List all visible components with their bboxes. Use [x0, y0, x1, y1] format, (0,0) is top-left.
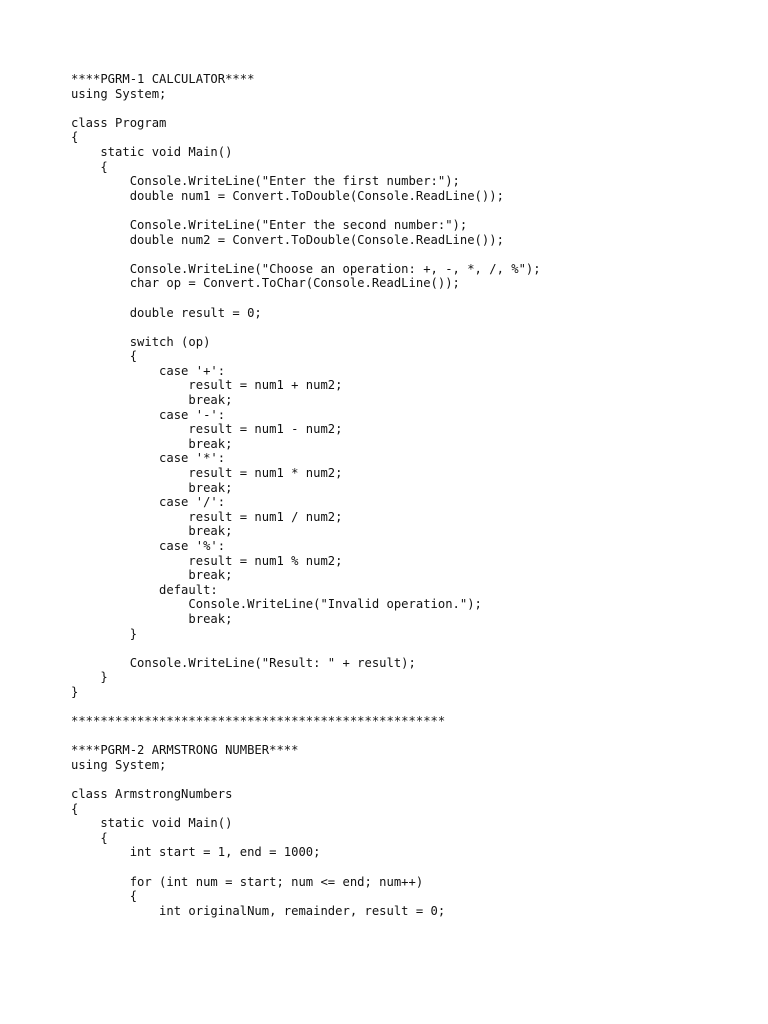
code-line: class ArmstrongNumbers	[71, 787, 233, 802]
code-line: char op = Convert.ToChar(Console.ReadLine());	[71, 276, 460, 291]
document-page	[71, 72, 751, 918]
code-line: break;	[71, 611, 233, 626]
blank-line	[71, 203, 751, 218]
code-line: double num2 = Convert.ToDouble(Console.ReadLine());	[71, 232, 504, 247]
code-line: case '+':	[71, 363, 226, 378]
code-line: case '*':	[71, 451, 226, 466]
code-line: case '/':	[71, 495, 226, 510]
code-line: {	[71, 889, 138, 904]
blank-line	[71, 291, 751, 306]
code-line: break;	[71, 480, 233, 495]
blank-line	[71, 700, 751, 715]
code-line: }	[71, 670, 108, 685]
code-line: break;	[71, 568, 233, 583]
code-line: Console.WriteLine("Enter the first number:");	[71, 174, 460, 189]
code-line: ****PGRM-1 CALCULATOR****	[71, 72, 255, 86]
code-line: int start = 1, end = 1000;	[71, 845, 321, 860]
code-line: {	[71, 830, 108, 845]
blank-line	[71, 101, 751, 116]
code-line: case '-':	[71, 407, 226, 422]
code-line: result = num1 + num2;	[71, 378, 343, 393]
blank-line	[71, 247, 751, 262]
blank-line	[71, 860, 751, 875]
blank-line	[71, 773, 751, 788]
code-line: ****PGRM-2 ARMSTRONG NUMBER****	[71, 743, 299, 758]
blank-line	[71, 641, 751, 656]
code-line: class Program	[71, 115, 167, 130]
code-listing	[71, 72, 751, 918]
code-line: double num1 = Convert.ToDouble(Console.ReadLine());	[71, 188, 504, 203]
code-line: result = num1 - num2;	[71, 422, 343, 437]
code-line: Console.WriteLine("Result: " + result);	[71, 655, 416, 670]
code-line: double result = 0;	[71, 305, 262, 320]
code-line: }	[71, 684, 79, 699]
code-line: result = num1 / num2;	[71, 509, 343, 524]
code-line: Console.WriteLine("Choose an operation: +, -, *, /, %");	[71, 261, 541, 276]
code-line: Console.WriteLine("Enter the second number:");	[71, 217, 468, 232]
code-line: switch (op)	[71, 334, 211, 349]
code-line: for (int num = start; num <= end; num++)	[71, 874, 424, 889]
blank-line	[71, 729, 751, 744]
code-line: break;	[71, 436, 233, 451]
code-line: int originalNum, remainder, result = 0;	[71, 903, 446, 918]
code-line: result = num1 % num2;	[71, 553, 343, 568]
code-line: {	[71, 801, 79, 816]
code-line: break;	[71, 393, 233, 408]
code-line: }	[71, 626, 138, 641]
code-line: ***************************************************	[71, 714, 446, 729]
code-line: case '%':	[71, 539, 226, 553]
blank-line	[71, 320, 751, 335]
code-line: result = num1 * num2;	[71, 466, 343, 481]
code-line: {	[71, 349, 138, 364]
code-line: break;	[71, 524, 233, 539]
code-line: default:	[71, 582, 218, 597]
code-line: using System;	[71, 86, 167, 101]
code-line: using System;	[71, 757, 167, 772]
code-line: {	[71, 130, 79, 145]
code-line: {	[71, 159, 108, 174]
code-line: static void Main()	[71, 816, 233, 831]
code-line: static void Main()	[71, 144, 233, 159]
code-line: Console.WriteLine("Invalid operation.");	[71, 597, 482, 612]
